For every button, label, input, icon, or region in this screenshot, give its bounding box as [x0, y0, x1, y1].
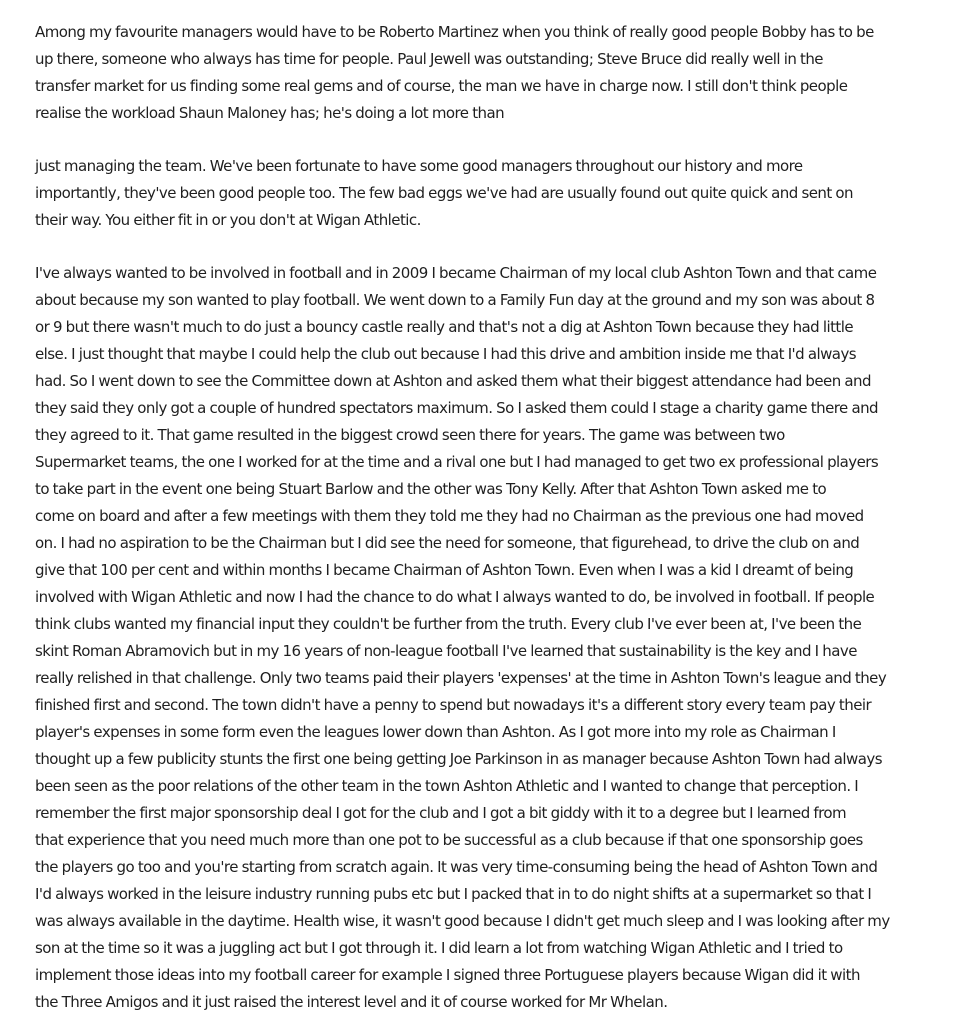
text-line: I've always wanted to be involved in football and in 2009 I became Chairman of my local club Ashton Town and that came — [35, 264, 877, 282]
text-line: skint Roman Abramovich but in my 16 years of non-league football I've learned that sustainability is the key and I have — [35, 642, 857, 660]
text-line: the Three Amigos and it just raised the interest level and it of course worked for Mr Whelan. — [35, 993, 668, 1011]
text-line: transfer market for us finding some real gems and of course, the man we have in charge now. I still don't think people — [35, 77, 848, 95]
text-line: implement those ideas into my football career for example I signed three Portuguese players because Wigan did it with — [35, 966, 860, 984]
text-line: Among my favourite managers would have to be Roberto Martinez when you think of really good people Bobby has to be — [35, 23, 874, 41]
text-line: was always available in the daytime. Health wise, it wasn't good because I didn't get much sleep and I was looking after my — [35, 912, 890, 930]
text-line: else. I just thought that maybe I could help the club out because I had this drive and ambition inside me that I'd always — [35, 345, 857, 363]
text-line: the players go too and you're starting from scratch again. It was very time-consuming being the head of Ashton Town and — [35, 858, 878, 876]
text-line: on. I had no aspiration to be the Chairman but I did see the need for someone, that figurehead, to drive the club on and — [35, 534, 860, 552]
text-line: about because my son wanted to play football. We went down to a Family Fun day at the ground and my son was about 8 — [35, 291, 875, 309]
text-line: they agreed to it. That game resulted in the biggest crowd seen there for years. The game was between two — [35, 426, 785, 444]
text-line: really relished in that challenge. Only two teams paid their players 'expenses' at the time in Ashton Town's league and they — [35, 669, 887, 687]
text-line: remember the first major sponsorship deal I got for the club and I got a bit giddy with it to a degree but I learned from — [35, 804, 847, 822]
article-body — [35, 19, 920, 1016]
paragraph-gap — [35, 234, 920, 260]
text-line: they said they only got a couple of hundred spectators maximum. So I asked them could I stage a charity game there and — [35, 399, 879, 417]
text-line: player's expenses in some form even the leagues lower down than Ashton. As I got more into my role as Chairman I — [35, 723, 836, 741]
text-line: involved with Wigan Athletic and now I had the chance to do what I always wanted to do, be involved in football. If people — [35, 588, 875, 606]
text-line: had. So I went down to see the Committee down at Ashton and asked them what their biggest attendance had been and — [35, 372, 871, 390]
text-line: been seen as the poor relations of the other team in the town Ashton Athletic and I wanted to change that perception. I — [35, 777, 859, 795]
text-line: thought up a few publicity stunts the first one being getting Joe Parkinson in as manager because Ashton Town had always — [35, 750, 883, 768]
text-line: think clubs wanted my financial input they couldn't be further from the truth. Every club I've ever been at, I've been the — [35, 615, 862, 633]
paragraph — [35, 260, 920, 1016]
text-line: come on board and after a few meetings with them they told me they had no Chairman as the previous one had moved — [35, 507, 864, 525]
paragraph-gap — [35, 127, 920, 153]
text-line: Supermarket teams, the one I worked for at the time and a rival one but I had managed to get two ex professional players — [35, 453, 879, 471]
text-line: or 9 but there wasn't much to do just a bouncy castle really and that's not a dig at Ashton Town because they had little — [35, 318, 854, 336]
text-line: up there, someone who always has time for people. Paul Jewell was outstanding; Steve Bruce did really well in the — [35, 50, 823, 68]
text-line: son at the time so it was a juggling act but I got through it. I did learn a lot from watching Wigan Athletic and I tried to — [35, 939, 843, 957]
text-line: that experience that you need much more than one pot to be successful as a club because if that one sponsorship goes — [35, 831, 863, 849]
paragraph — [35, 19, 920, 127]
text-line: just managing the team. We've been fortunate to have some good managers throughout our history and more — [35, 157, 803, 175]
text-line: realise the workload Shaun Maloney has; he's doing a lot more than — [35, 104, 505, 122]
text-line: I'd always worked in the leisure industry running pubs etc but I packed that in to do night shifts at a supermarket so that I — [35, 885, 872, 903]
text-line: give that 100 per cent and within months I became Chairman of Ashton Town. Even when I was a kid I dreamt of being — [35, 561, 854, 579]
text-line: finished first and second. The town didn't have a penny to spend but nowadays it's a different story every team pay their — [35, 696, 872, 714]
text-line: their way. You either fit in or you don't at Wigan Athletic. — [35, 211, 421, 229]
text-line: to take part in the event one being Stuart Barlow and the other was Tony Kelly. After that Ashton Town asked me to — [35, 480, 827, 498]
text-line: importantly, they've been good people too. The few bad eggs we've had are usually found out quite quick and sent on — [35, 184, 853, 202]
paragraph — [35, 153, 920, 234]
